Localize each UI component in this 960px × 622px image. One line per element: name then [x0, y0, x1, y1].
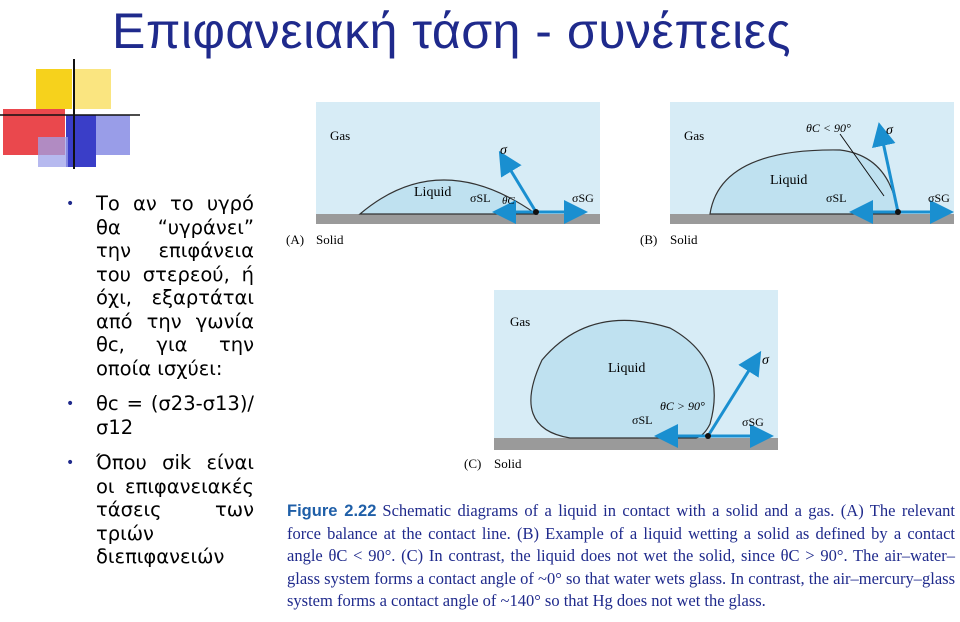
- sigma-sl-label: σSL: [826, 191, 847, 205]
- solid-label: Solid: [494, 456, 522, 471]
- bullet-list: [62, 192, 254, 581]
- figure-caption: [287, 500, 955, 613]
- bullet-marker: •: [66, 396, 75, 412]
- bullet-marker: •: [66, 455, 75, 471]
- panel-b: [640, 102, 954, 247]
- sigma-label: σ: [886, 123, 893, 138]
- bullet-item: [62, 192, 254, 380]
- contact-angle-label: θC: [502, 195, 515, 207]
- panel-letter: (B): [640, 232, 658, 247]
- panel-letter: (A): [286, 232, 305, 247]
- bullet-text: Το αν το υγρό θα “υγράνει” την επιφάνεια του στερεού, ή όχι, εξαρτάται από την γωνία θc, για την οποία ισχύει:: [96, 192, 254, 380]
- bullet-marker: •: [66, 196, 75, 212]
- bullet-item: [62, 392, 254, 439]
- gas-label: Gas: [330, 128, 351, 143]
- slide-title: Επιφανειακή τάση - συνέπειες: [112, 3, 792, 59]
- caption-text: Schematic diagrams of a liquid in contact with a solid and a gas. (A) The relevant force balance at the contact line. (B) Example of a liquid wetting a solid as defined by a contact angle θC < 90°. (C) In contrast, the liquid does not wet the solid, since θC > 90°. The air–water–glass system forms a contact angle of ~0° so that water wets glass. In contrast, the air–mercury–glass system forms a contact angle of ~140° so that Hg does not wet the glass.: [287, 501, 955, 610]
- panel-letter: (C): [464, 456, 482, 471]
- decorative-logo: [0, 55, 140, 170]
- panel-c: [464, 290, 778, 471]
- bullet-text: Όπου σik είναι οι επιφανειακές τάσεις των τριών διεπιφανειών: [96, 451, 254, 568]
- contact-angle-label: θC > 90°: [660, 399, 705, 413]
- panel-a: [286, 102, 600, 247]
- bullet-text: θc = (σ23-σ13)/σ12: [96, 392, 254, 439]
- sigma-sl-label: σSL: [470, 191, 491, 205]
- sigma-label: σ: [762, 353, 769, 368]
- sigma-sg-label: σSG: [742, 415, 764, 429]
- sigma-label: σ: [500, 143, 507, 158]
- liquid-label: Liquid: [414, 185, 452, 200]
- bullet-item: [62, 451, 254, 569]
- sigma-sg-label: σSG: [572, 191, 594, 205]
- liquid-label: Liquid: [770, 173, 808, 188]
- gas-label: Gas: [684, 128, 705, 143]
- solid-label: Solid: [316, 232, 344, 247]
- gas-label: Gas: [510, 314, 531, 329]
- liquid-label: Liquid: [608, 361, 646, 376]
- solid-label: Solid: [670, 232, 698, 247]
- sigma-sl-label: σSL: [632, 413, 653, 427]
- figure-label: Figure 2.22: [287, 502, 377, 520]
- sigma-sg-label: σSG: [928, 191, 950, 205]
- contact-angle-label: θC < 90°: [806, 121, 851, 135]
